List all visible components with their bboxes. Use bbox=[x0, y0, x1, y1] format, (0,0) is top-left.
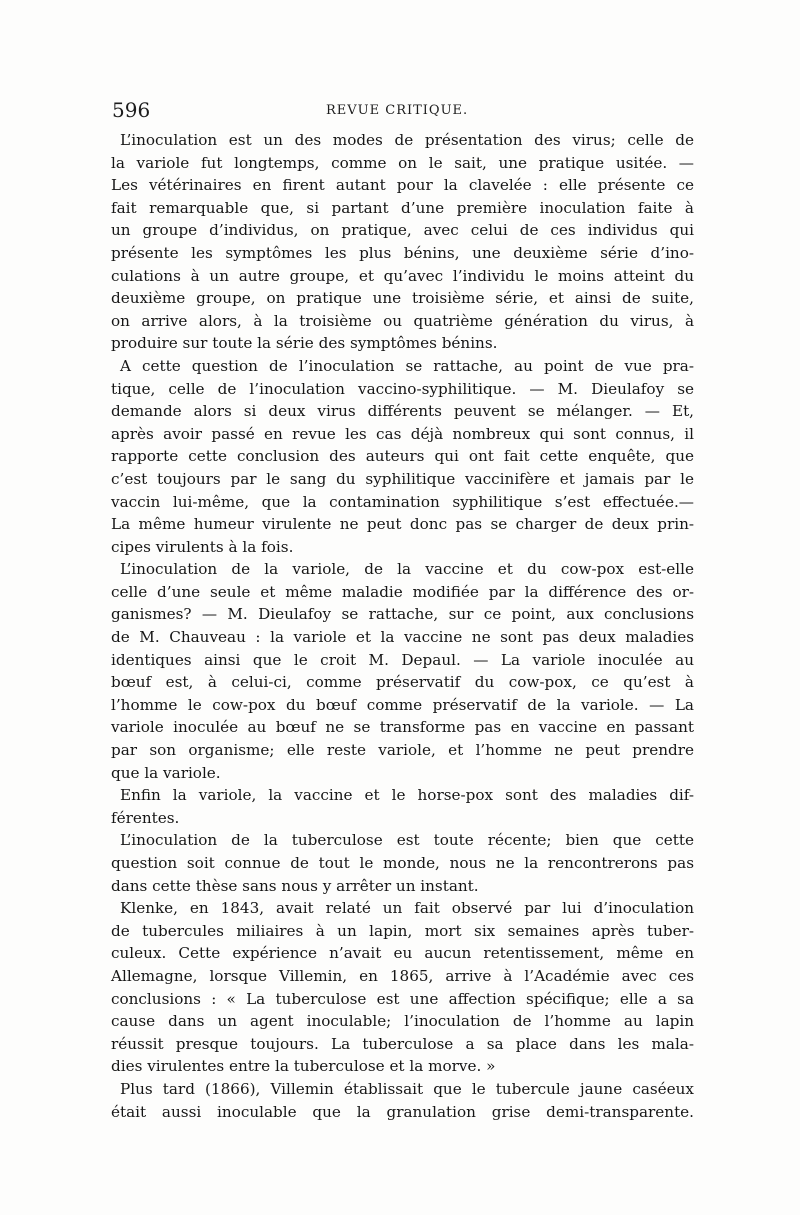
text-line: l’homme le cow-pox du bœuf comme préservatif de la variole. — La bbox=[111, 695, 694, 714]
text-line: L’inoculation de la variole, de la vaccine et du cow-pox est-elle bbox=[120, 560, 694, 579]
text-line: férentes. bbox=[111, 808, 180, 827]
running-head bbox=[112, 98, 694, 122]
text-line: Plus tard (1866), Villemin établissait que le tubercule jaune caséeux bbox=[120, 1079, 694, 1098]
text-line: cipes virulents à la fois. bbox=[111, 537, 294, 556]
text-line: dies virulentes entre la tuberculose et la morve. » bbox=[111, 1057, 496, 1076]
text-line: de M. Chauveau : la variole et la vaccine ne sont pas deux maladies bbox=[111, 628, 694, 647]
text-line: La même humeur virulente ne peut donc pas se charger de deux prin- bbox=[111, 515, 694, 534]
text-line: ganismes? — M. Dieulafoy se rattache, sur ce point, aux conclusions bbox=[111, 605, 694, 624]
text-line: après avoir passé en revue les cas déjà nombreux qui sont connus, il bbox=[111, 424, 694, 443]
text-line: cause dans un agent inoculable; l’inoculation de l’homme au lapin bbox=[111, 1012, 694, 1031]
text-line: culations à un autre groupe, et qu’avec l’individu le moins atteint du bbox=[111, 266, 694, 285]
text-line: conclusions : « La tuberculose est une affection spécifique; elle a sa bbox=[111, 989, 694, 1008]
text-line: de tubercules miliaires à un lapin, mort six semaines après tuber- bbox=[111, 921, 694, 940]
text-line: demande alors si deux virus différents peuvent se mélanger. — Et, bbox=[111, 402, 694, 421]
text-line: la variole fut longtemps, comme on le sait, une pratique usitée. — bbox=[111, 153, 694, 172]
text-line: identiques ainsi que le croit M. Depaul. — La variole inoculée au bbox=[111, 650, 694, 669]
text-line: un groupe d’individus, on pratique, avec celui de ces individus qui bbox=[111, 221, 694, 240]
text-line: Les vétérinaires en firent autant pour la clavelée : elle présente ce bbox=[111, 176, 694, 195]
text-line: vaccin lui-même, que la contamination syphilitique s’est effectuée.— bbox=[111, 492, 694, 511]
text-line: rapporte cette conclusion des auteurs qui ont fait cette enquête, que bbox=[111, 447, 694, 466]
body-text bbox=[111, 129, 694, 1123]
text-line: Klenke, en 1843, avait relaté un fait observé par lui d’inoculation bbox=[120, 899, 694, 918]
text-line: réussit presque toujours. La tuberculose a sa place dans les mala- bbox=[111, 1034, 694, 1053]
text-line: que la variole. bbox=[111, 763, 221, 782]
text-line: A cette question de l’inoculation se rattache, au point de vue pra- bbox=[120, 356, 694, 375]
text-line: présente les symptômes les plus bénins, une deuxième série d’ino- bbox=[111, 243, 694, 262]
text-line: deuxième groupe, on pratique une troisième série, et ainsi de suite, bbox=[111, 289, 694, 308]
text-line: bœuf est, à celui-ci, comme préservatif du cow-pox, ce qu’est à bbox=[111, 673, 694, 692]
text-line: Allemagne, lorsque Villemin, en 1865, arrive à l’Académie avec ces bbox=[111, 966, 694, 985]
page-number: 596 bbox=[112, 98, 151, 122]
text-line: c’est toujours par le sang du syphilitique vaccinifère et jamais par le bbox=[111, 469, 694, 488]
text-line: L’inoculation de la tuberculose est toute récente; bien que cette bbox=[120, 831, 694, 850]
text-line: fait remarquable que, si partant d’une première inoculation faite à bbox=[111, 198, 694, 217]
text-line: tique, celle de l’inoculation vaccino-syphilitique. — M. Dieulafoy se bbox=[111, 379, 694, 398]
text-line: était aussi inoculable que la granulation grise demi-transparente. bbox=[111, 1102, 694, 1121]
text-line: produire sur toute la série des symptômes bénins. bbox=[111, 334, 498, 353]
text-line: question soit connue de tout le monde, nous ne la rencontrerons pas bbox=[111, 854, 694, 872]
text-line: dans cette thèse sans nous y arrêter un instant. bbox=[111, 876, 479, 895]
text-line: L’inoculation est un des modes de présentation des virus; celle de bbox=[120, 131, 694, 149]
text-line: culeux. Cette expérience n’avait eu aucun retentissement, même en bbox=[111, 944, 694, 963]
running-head-title: REVUE CRITIQUE. bbox=[326, 103, 469, 118]
text-line: celle d’une seule et même maladie modifiée par la différence des or- bbox=[111, 582, 694, 601]
text-line: par son organisme; elle reste variole, et l’homme ne peut prendre bbox=[111, 741, 694, 760]
text-line: on arrive alors, à la troisième ou quatrième génération du virus, à bbox=[111, 311, 694, 330]
text-line: variole inoculée au bœuf ne se transforme pas en vaccine en passant bbox=[111, 718, 694, 737]
text-line: Enfin la variole, la vaccine et le horse-pox sont des maladies dif- bbox=[120, 786, 694, 805]
